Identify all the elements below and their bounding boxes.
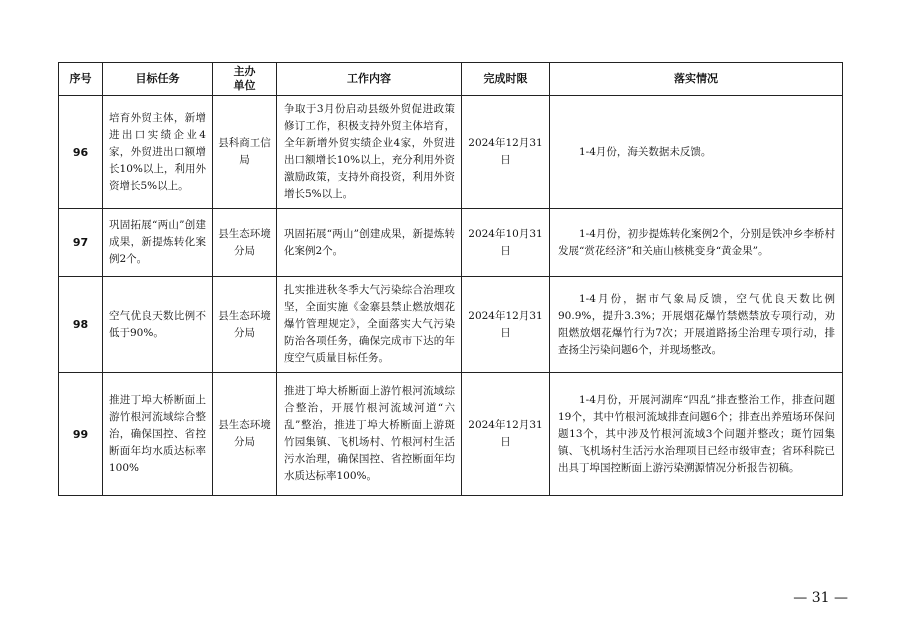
work-content: 争取于3月份启动县级外贸促进政策修订工作，积极支持外贸主体培育，全年新增外贸实绩企业4家，外贸进出口额增长10%以上，充分利用外资激励政策，支持外商投资，利用外资增长5%以上。	[284, 103, 455, 200]
implementation-status: 1-4月份，据市气象局反馈，空气优良天数比例90.9%，提升3.3%；开展烟花爆竹禁燃禁放专项行动，劝阻燃放烟花爆竹行为7次；开展道路扬尘治理专项行动，排查扬尘污染问题6个，并现场整改。	[558, 292, 835, 356]
implementation-status: 1-4月份，海关数据未反馈。	[579, 145, 712, 158]
task-table	[58, 62, 843, 496]
work-content: 推进丁埠大桥断面上游竹根河流域综合整治，开展竹根河流域河道“六乱”整治，推进丁埠大桥断面上游斑竹园集镇、飞机场村、竹根河村生活污水治理，确保国控、省控断面年均水质达标率100%。	[284, 385, 455, 482]
row-number: 97	[59, 209, 103, 277]
row-number: 98	[59, 277, 103, 373]
table-row	[59, 209, 843, 277]
work-content: 巩固拓展“两山”创建成果，新提炼转化案例2个。	[284, 227, 455, 257]
work-content: 扎实推进秋冬季大气污染综合治理攻坚，全面实施《金寨县禁止燃放烟花爆竹管理规定》，全面落实大气污染防治各项任务，确保完成市下达的年度空气质量目标任务。	[284, 284, 455, 364]
header-content: 工作内容	[277, 63, 462, 96]
row-number: 96	[59, 96, 103, 209]
target-task: 培育外贸主体，新增进出口实绩企业4家，外贸进出口额增长10%以上，利用外资增长5%以上。	[109, 111, 206, 192]
header-status: 落实情况	[550, 63, 843, 96]
header-seq: 序号	[59, 63, 103, 96]
row-number: 99	[59, 373, 103, 496]
header-unit-line2: 单位	[233, 79, 256, 92]
header-deadline: 完成时限	[462, 63, 550, 96]
target-task: 推进丁埠大桥断面上游竹根河流域综合整治，确保国控、省控断面年均水质达标率100%	[109, 393, 206, 474]
target-task: 空气优良天数比例不低于90%。	[109, 309, 206, 339]
deadline: 2024年12月31日	[468, 419, 543, 448]
page-number: — 31 —	[793, 590, 848, 606]
deadline: 2024年12月31日	[468, 309, 543, 339]
deadline: 2024年12月31日	[468, 137, 543, 166]
table-header-row	[59, 63, 843, 96]
header-unit	[213, 63, 277, 96]
header-unit-line1: 主办	[233, 65, 256, 78]
host-unit: 县生态环境分局	[218, 309, 271, 339]
table-row	[59, 373, 843, 496]
implementation-status: 1-4月份，开展河湖库“四乱”排查整治工作，排查问题19个，其中竹根河流域排查问题6个；排查出养殖场环保问题13个，其中涉及竹根河流域3个问题并整改；斑竹园集镇、飞机场村生活污水治理项目已经市级审查；省环科院已出具丁埠国控断面上游污染溯源情况分析报告初稿。	[558, 393, 835, 474]
table-row	[59, 277, 843, 373]
host-unit: 县科商工信局	[218, 137, 271, 166]
implementation-status: 1-4月份，初步提炼转化案例2个，分别是铁冲乡李桥村发展“赏花经济”和关庙山核桃变身“黄金果”。	[558, 227, 835, 257]
host-unit: 县生态环境分局	[218, 419, 271, 448]
deadline: 2024年10月31日	[468, 227, 543, 257]
header-task: 目标任务	[103, 63, 213, 96]
host-unit: 县生态环境分局	[218, 227, 271, 257]
target-task: 巩固拓展“两山”创建成果，新提炼转化案例2个。	[109, 219, 206, 265]
table-row	[59, 96, 843, 209]
